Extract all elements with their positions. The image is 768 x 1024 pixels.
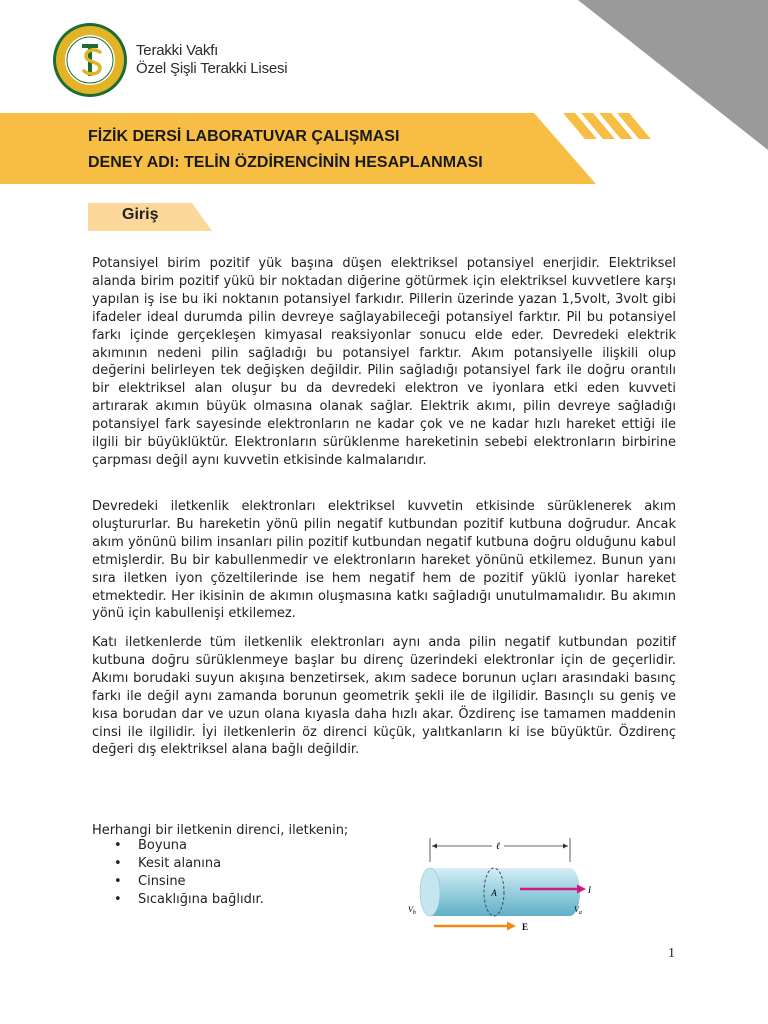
brand-line-2: Özel Şişli Terakki Lisesi: [136, 60, 288, 77]
current-label: I: [588, 885, 591, 895]
field-label: E: [522, 922, 529, 932]
paragraph-1: Potansiyel birim pozitif yük başına düşen elektriksel potansiyel enerjidir. Elektriksel alanda birim pozitif yükü bir noktadan diğerine götürmek için elektriksel kuvvetlere karşı yapılan iş ise bu iki noktanın potansiyel farkıdır. Pillerin üzerinde yazan 1,5volt, 3volt gibi ifadeler ideal durumda pilin devreye sağlayabileceği potansiyel farktır. Pil bu potansiyel farkı içinde gerçekleşen kimyasal reaksiyonlar sonucu elde eder. Devredeki elektrik akımının nedeni pilin sağladığı bu potansiyel farktır. Akım potansiyelle ilişkili olup değerini belirleyen tek değişken değildir. Pilin sağladığı potansiyel fark ile doğru orantılı bir elektriksel alan oluşur bu da devredeki elektron ve iyonlara etki eden kuvveti artırarak akımın büyük olmasına olanak sağlar. Elektrik akımı, pilin devreye sağladığı potansiyel fark sayesinde elektronların ne kadar çok ve ne kadar hızlı hareket ettiği ile ilgili bir büyüklüktür. Elektronların sürüklenme hareketinin sebebi elektronların birbirine çarpması değil aynı kuvvetin etkisinde kalmalarıdır.: [92, 256, 676, 468]
bullet-list: [92, 837, 264, 909]
cylinder-end-face: [420, 868, 440, 916]
paragraph-3: Katı iletkenlerde tüm iletkenlik elektronları aynı anda pilin negatif kutbundan pozitif kutbuna doğru sürüklenmeye başlar bu direnç üzerindeki elektronlar için de geçerlidir. Akımı borudaki suyun akışına benzetirsek, akım sadece borunun uçları arasındaki basınç farkı ile değil aynı zamanda borunun geometrik şekli ile de ilgilidir. Basınçlı su geniş ve kısa borudan dar ve uzun olana kıyasla daha hızlı akar. Özdirenç ise tamamen maddenin cinsi ile ilgilidir. İyi iletkenlerin öz direnci küçük, yalıtkanların ki ise büyüktür. Özdirenç değeri dış elektriksel alana bağlı değildir.: [92, 635, 676, 758]
terakki-vakfi-seal-icon: [52, 22, 128, 98]
document-title: [88, 124, 483, 176]
potential-b-label: $V_b$: [408, 905, 416, 916]
list-item: • Kesit alanına: [92, 855, 264, 873]
length-label: ℓ: [495, 841, 501, 852]
brand-name: [136, 42, 287, 78]
conductor-cylinder: [430, 868, 580, 916]
potential-a-label: $V_a$: [574, 905, 582, 916]
area-label: A: [491, 888, 497, 898]
banner-stripes: [566, 113, 646, 139]
paragraph-2: Devredeki iletkenlik elektronları elektriksel kuvvetin etkisinde sürüklenerek akım oluştururlar. Bu hareketin yönü pilin negatif kutbundan pozitif kutbuna doğrudur. Ancak akım yönünü bilim insanları pilin pozitif kutbundan negatif kutbuna doğru olduğunu kabul etmişlerdir. Bu bir kabullenmedir ve elektronların hareket yönünü etkilemez. Bunun yanı sıra iletken iyon çözeltilerinde ise hem negatif hem de pozitif yüklü iyonlar hareket etmektedir. Her ikisinin de akımın oluşmasına katkı sağladığı unutulmamalıdır. Bu akımın yönü için kabullenişi etkilemez.: [92, 499, 676, 622]
page-number: 1: [668, 946, 675, 961]
list-item: • Sıcaklığına bağlıdır.: [92, 891, 264, 909]
brand-line-1: Terakki Vakfı: [136, 42, 219, 59]
section-heading: Giriş: [122, 206, 159, 223]
list-item: • Boyuna: [92, 837, 264, 855]
title-line-1: FİZİK DERSİ LABORATUVAR ÇALIŞMASI: [88, 128, 400, 145]
conductor-diagram: [404, 836, 598, 936]
title-line-2: DENEY ADI: TELİN ÖZDİRENCİNİN HESAPLANMASI: [88, 154, 483, 171]
paragraph-4: Herhangi bir iletkenin direnci, iletkenin;: [92, 823, 349, 838]
list-item: • Cinsine: [92, 873, 264, 891]
